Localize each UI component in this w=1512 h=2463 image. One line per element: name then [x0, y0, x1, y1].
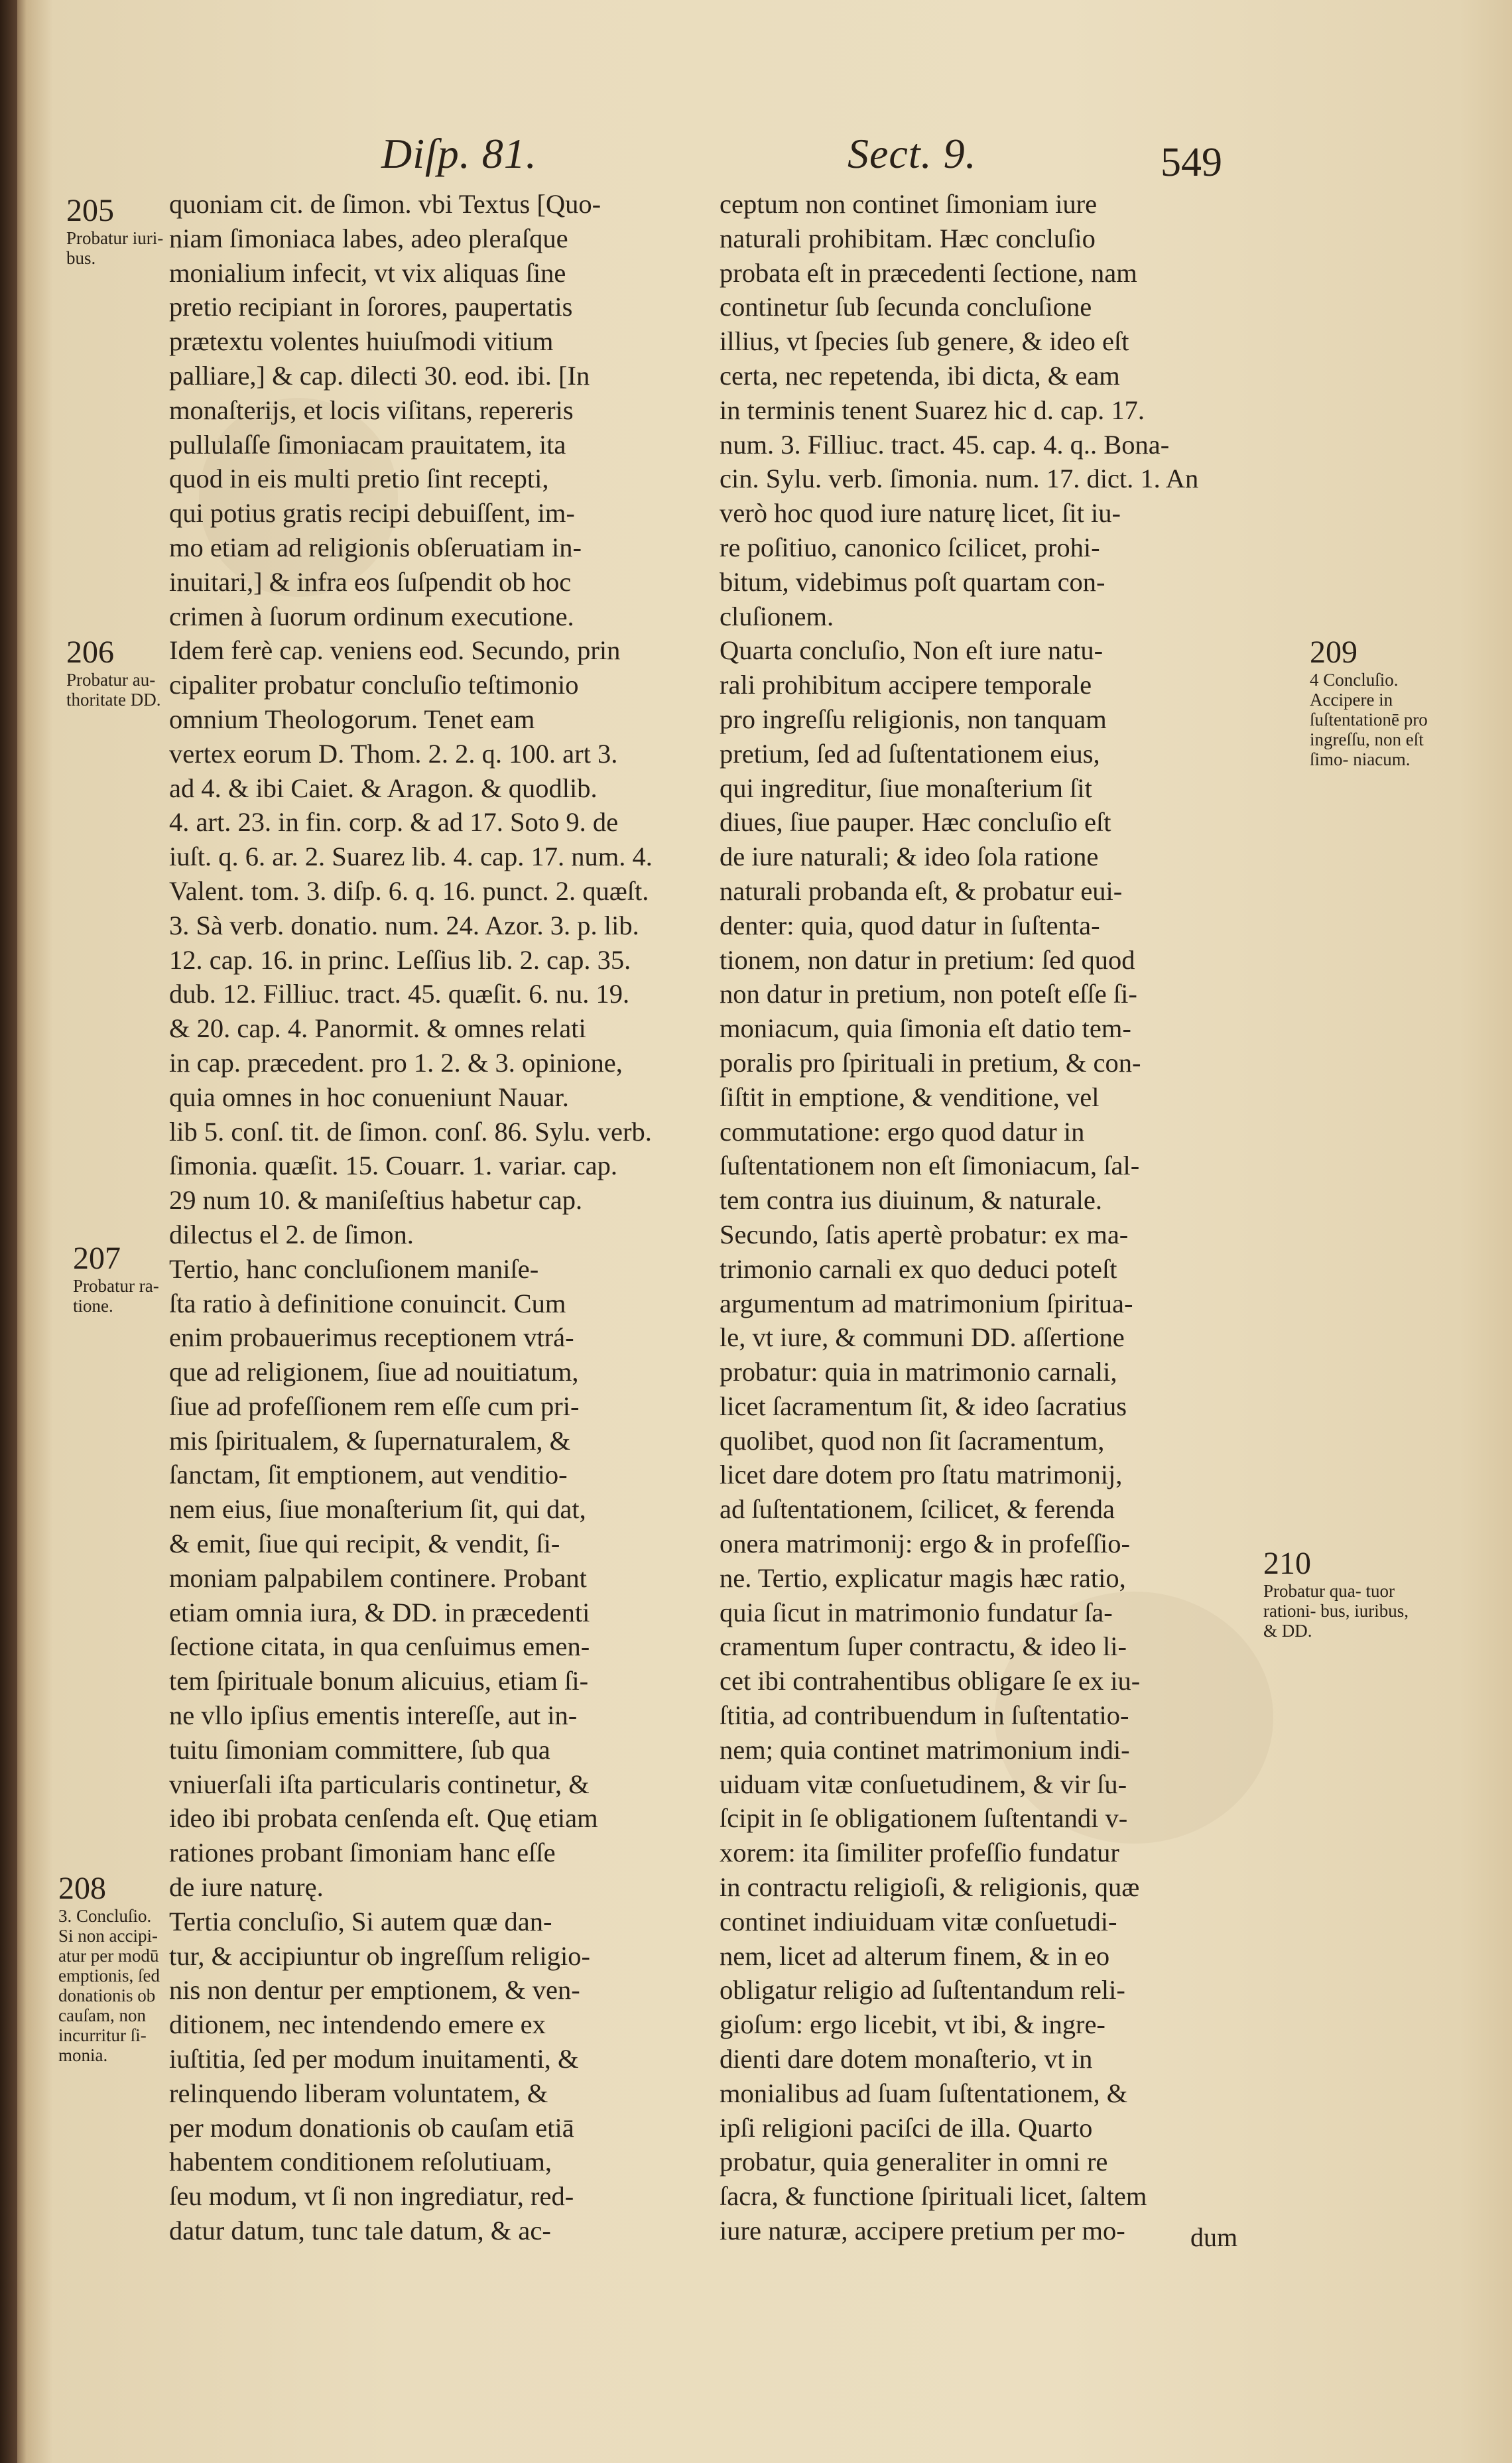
- margin-text: 4 Concluſio. Accipere in ſuſtentationē pro ingreſſu, non eſt ſimo- niacum.: [1310, 670, 1428, 769]
- text-line: ſta ratio à definitione conuincit. Cum: [169, 1288, 566, 1318]
- text-line: dub. 12. Filliuc. tract. 45. quæſit. 6. nu. 19.: [169, 979, 630, 1009]
- text-line: bitum, videbimus poſt quartam con-: [720, 566, 1105, 597]
- text-line: ſcipit in ſe obligationem ſuſtentandi v-: [720, 1803, 1128, 1834]
- text-line: le, vt iure, & communi DD. aſſertione: [720, 1322, 1125, 1353]
- text-line: per modum donationis ob cauſam etiā: [169, 2112, 574, 2143]
- text-line: niam ſimoniaca labes, adeo pleraſque: [169, 223, 568, 253]
- text-line: dilectus el 2. de ſimon.: [169, 1219, 414, 1249]
- text-line: non datur in pretium, non poteſt eſſe ſi-: [720, 979, 1137, 1009]
- text-line: probatur, quia generaliter in omni re: [720, 2147, 1108, 2177]
- text-line: Valent. tom. 3. diſp. 6. q. 16. punct. 2. quæſt.: [169, 875, 649, 906]
- margin-note-207: [73, 1241, 166, 1316]
- text-line: gioſum: ergo licebit, vt ibi, & ingre-: [720, 2009, 1105, 2040]
- text-line: iure naturæ, accipere pretium per mo-: [720, 2216, 1125, 2246]
- text-line: omnium Theologorum. Tenet eam: [169, 704, 535, 734]
- text-line: rali prohibitum accipere temporale: [720, 670, 1092, 700]
- text-line: monialibus ad ſuam ſuſtentationem, &: [720, 2078, 1128, 2108]
- text-line: ne vllo ipſius ementis intereſſe, aut in-: [169, 1700, 578, 1731]
- book-spine: [0, 0, 17, 2463]
- margin-text: Probatur ra- tione.: [73, 1276, 159, 1316]
- text-line: re poſitiuo, canonico ſcilicet, prohi-: [720, 532, 1100, 562]
- text-line: inuitari,] & infra eos ſuſpendit ob hoc: [169, 566, 572, 597]
- text-line: ad 4. & ibi Caiet. & Aragon. & quodlib.: [169, 773, 598, 803]
- text-line: ceptum non continet ſimoniam iure: [720, 189, 1098, 219]
- margin-number: 209: [1310, 635, 1357, 670]
- text-line: pro ingreſſu religionis, non tanquam: [720, 704, 1107, 734]
- text-line: obligatur religio ad ſuſtentandum reli-: [720, 1975, 1125, 2005]
- text-line: certa, nec repetenda, ibi dicta, & eam: [720, 360, 1120, 391]
- text-line: illius, vt ſpecies ſub genere, & ideo eſt: [720, 326, 1129, 357]
- text-line: habentem conditionem reſolutiuam,: [169, 2147, 552, 2177]
- left-text-column: [169, 187, 693, 2248]
- text-line: Secundo, ſatis apertè probatur: ex ma-: [720, 1219, 1129, 1249]
- text-line: ſeu modum, vt ſi non ingrediatur, red-: [169, 2181, 574, 2212]
- text-line: uiduam vitæ conſuetudinem, & vir ſu-: [720, 1769, 1127, 1799]
- margin-number: 205: [66, 193, 114, 228]
- text-line: poralis pro ſpirituali in pretium, & con-: [720, 1047, 1141, 1078]
- text-line: onera matrimonij: ergo & in profeſſio-: [720, 1529, 1130, 1559]
- text-line: in contractu religioſi, & religionis, quæ: [720, 1872, 1140, 1903]
- margin-number: 207: [73, 1241, 121, 1276]
- text-line: ſiue ad profeſſionem rem eſſe cum pri-: [169, 1391, 580, 1421]
- margin-text: Probatur iuri- bus.: [66, 228, 164, 268]
- text-line: ſectione citata, in qua cenſuimus emen-: [169, 1631, 590, 1662]
- text-line: nem, licet ad alterum finem, & in eo: [720, 1940, 1110, 1971]
- margin-note-205: [66, 194, 166, 268]
- text-line: pullulaſſe ſimoniacam prauitatem, ita: [169, 429, 566, 460]
- text-line: relinquendo liberam voluntatem, &: [169, 2078, 548, 2108]
- text-line: ad ſuſtentationem, ſcilicet, & ferenda: [720, 1494, 1115, 1525]
- text-line: tur, & accipiuntur ob ingreſſum religio-: [169, 1940, 590, 1971]
- text-line: ne. Tertio, explicatur magis hæc ratio,: [720, 1562, 1126, 1593]
- text-line: denter: quia, quod datur in ſuſtenta-: [720, 910, 1100, 940]
- margin-note-209: [1310, 635, 1442, 769]
- text-line: & emit, ſiue qui recipit, & vendit, ſi-: [169, 1529, 560, 1559]
- text-line: cluſionem.: [720, 601, 834, 631]
- text-line: prætextu volentes huiuſmodi vitium: [169, 326, 554, 357]
- text-line: monialium infecit, vt vix aliquas ſine: [169, 257, 566, 288]
- text-line: cet ibi contrahentibus obligare ſe ex iu-: [720, 1666, 1141, 1696]
- text-line: in cap. præcedent. pro 1. 2. & 3. opinione,: [169, 1047, 623, 1078]
- text-line: num. 3. Filliuc. tract. 45. cap. 4. q.. Bona-: [720, 429, 1170, 460]
- text-line: in terminis tenent Suarez hic d. cap. 17.: [720, 395, 1145, 425]
- text-line: quia omnes in hoc conueniunt Nauar.: [169, 1082, 569, 1112]
- catchword: dum: [1190, 2222, 1238, 2252]
- text-line: probatur: quia in matrimonio carnali,: [720, 1357, 1117, 1387]
- margin-number: 210: [1263, 1546, 1311, 1581]
- running-head-left: Diſp. 81.: [381, 130, 537, 177]
- margin-number: 206: [66, 635, 114, 670]
- text-line: ſtitia, ad contribuendum in ſuſtentatio-: [720, 1700, 1129, 1731]
- text-line: etiam omnia iura, & DD. in præcedenti: [169, 1597, 590, 1627]
- text-line: 4. art. 23. in fin. corp. & ad 17. Soto 9. de: [169, 807, 619, 838]
- right-text-column: [720, 187, 1250, 2248]
- text-line: Tertia concluſio, Si autem quæ dan-: [169, 1906, 552, 1936]
- text-line: continet indiuiduam vitæ conſuetudi-: [720, 1906, 1117, 1936]
- text-line: ſiſtit in emptione, & venditione, vel: [720, 1082, 1100, 1112]
- margin-note-206: [66, 635, 166, 710]
- margin-note-208: [58, 1871, 164, 2065]
- text-line: moniam palpabilem continere. Probant: [169, 1562, 587, 1593]
- text-line: ditionem, nec intendendo emere ex: [169, 2009, 546, 2040]
- text-line: tuitu ſimoniam committere, ſub qua: [169, 1734, 550, 1765]
- text-line: ideo ibi probata cenſenda eſt. Quę etiam: [169, 1803, 598, 1834]
- text-line: tem ſpirituale bonum alicuius, etiam ſi-: [169, 1666, 589, 1696]
- text-line: verò hoc quod iure naturę licet, ſit iu-: [720, 498, 1121, 529]
- margin-number: 208: [58, 1871, 106, 1906]
- text-line: crimen à ſuorum ordinum executione.: [169, 601, 574, 631]
- text-line: argumentum ad matrimonium ſpiritua-: [720, 1288, 1133, 1318]
- text-line: de iure naturę.: [169, 1872, 324, 1903]
- text-line: continetur ſub ſecunda concluſione: [720, 292, 1092, 322]
- text-line: probata eſt in præcedenti ſectione, nam: [720, 257, 1137, 288]
- text-line: mis ſpiritualem, & ſupernaturalem, &: [169, 1425, 571, 1456]
- text-line: ſuſtentationem non eſt ſimoniacum, ſal-: [720, 1151, 1140, 1181]
- text-line: & 20. cap. 4. Panormit. & omnes relati: [169, 1013, 586, 1044]
- text-line: cipaliter probatur concluſio teſtimonio: [169, 670, 579, 700]
- margin-text: Probatur qua- tuor rationi- bus, iuribus, & DD.: [1263, 1581, 1409, 1641]
- text-line: xorem: ita ſimiliter profeſſio fundatur: [720, 1838, 1119, 1868]
- text-line: 29 num 10. & maniſeſtius habetur cap.: [169, 1185, 583, 1216]
- text-line: ſacra, & functione ſpirituali licet, ſaltem: [720, 2181, 1147, 2212]
- text-line: quoniam cit. de ſimon. vbi Textus [Quo-: [169, 189, 601, 219]
- text-line: diues, ſiue pauper. Hæc concluſio eſt: [720, 807, 1111, 838]
- text-line: ipſi religioni paciſci de illa. Quarto: [720, 2112, 1093, 2143]
- text-line: rationes probant ſimoniam hanc eſſe: [169, 1838, 556, 1868]
- text-line: vertex eorum D. Thom. 2. 2. q. 100. art 3.: [169, 738, 618, 769]
- text-line: 3. Sà verb. donatio. num. 24. Azor. 3. p. lib.: [169, 910, 639, 940]
- text-line: Tertio, hanc concluſionem maniſe-: [169, 1253, 539, 1284]
- text-line: pretium, ſed ad ſuſtentationem eius,: [720, 738, 1100, 769]
- text-line: commutatione: ergo quod datur in: [720, 1116, 1085, 1147]
- text-line: iuſt. q. 6. ar. 2. Suarez lib. 4. cap. 17. num. 4.: [169, 842, 653, 872]
- text-line: palliare,] & cap. dilecti 30. eod. ibi. [In: [169, 360, 590, 391]
- text-line: quia ſicut in matrimonio fundatur ſa-: [720, 1597, 1113, 1627]
- running-head-right: Sect. 9.: [848, 130, 977, 177]
- text-line: nem; quia continet matrimonium indi-: [720, 1734, 1130, 1765]
- text-line: enim probauerimus receptionem vtrá-: [169, 1322, 574, 1353]
- margin-text: 3. Concluſio. Si non accipi- atur per modū emptionis, ſed donationis ob cauſam, non incurritur ſi- monia.: [58, 1906, 160, 2065]
- text-line: moniacum, quia ſimonia eſt datio tem-: [720, 1013, 1131, 1044]
- text-line: tem contra ius diuinum, & naturale.: [720, 1185, 1102, 1216]
- margin-text: Probatur au- thoritate DD.: [66, 670, 161, 710]
- text-line: quod in eis multi pretio ſint recepti,: [169, 464, 549, 494]
- text-line: Quarta concluſio, Non eſt iure natu-: [720, 635, 1103, 666]
- text-line: qui potius gratis recipi debuiſſent, im-: [169, 498, 575, 529]
- text-line: naturali prohibitam. Hæc concluſio: [720, 223, 1096, 253]
- text-line: ſimonia. quæſit. 15. Couarr. 1. variar. cap.: [169, 1151, 618, 1181]
- text-line: datur datum, tunc tale datum, & ac-: [169, 2216, 551, 2246]
- text-line: lib 5. conſ. tit. de ſimon. conſ. 86. Sylu. verb.: [169, 1116, 652, 1147]
- text-line: naturali probanda eſt, & probatur eui-: [720, 875, 1123, 906]
- text-line: iuſtitia, ſed per modum inuitamenti, &: [169, 2044, 579, 2074]
- text-line: vniuerſali iſta particularis continetur, &: [169, 1769, 590, 1799]
- text-line: trimonio carnali ex quo deduci poteſt: [720, 1253, 1117, 1284]
- text-line: pretio recipiant in ſorores, paupertatis: [169, 292, 573, 322]
- text-line: mo etiam ad religionis obſeruatiam in-: [169, 532, 582, 562]
- text-line: licet ſacramentum ſit, & ideo ſacratius: [720, 1391, 1127, 1421]
- text-line: qui ingreditur, ſiue monaſterium ſit: [720, 773, 1092, 803]
- text-line: monaſterijs, et locis viſitans, repereris: [169, 395, 574, 425]
- text-line: licet dare dotem pro ſtatu matrimonij,: [720, 1460, 1123, 1490]
- text-line: cin. Sylu. verb. ſimonia. num. 17. dict. 1. An: [720, 464, 1199, 494]
- text-line: ſanctam, ſit emptionem, aut venditio-: [169, 1460, 568, 1490]
- text-line: quolibet, quod non ſit ſacramentum,: [720, 1425, 1105, 1456]
- text-line: Idem ferè cap. veniens eod. Secundo, prin: [169, 635, 621, 666]
- text-line: tionem, non datur in pretium: ſed quod: [720, 944, 1135, 975]
- text-line: de iure naturali; & ideo ſola ratione: [720, 842, 1099, 872]
- text-line: nem eius, ſiue monaſterium ſit, qui dat,: [169, 1494, 586, 1525]
- page-number: 549: [1161, 140, 1222, 185]
- text-line: 12. cap. 16. in princ. Leſſius lib. 2. cap. 35.: [169, 944, 631, 975]
- text-line: dienti dare dotem monaſterio, vt in: [720, 2044, 1093, 2074]
- text-line: nis non dentur per emptionem, & ven-: [169, 1975, 580, 2005]
- margin-note-210: [1263, 1547, 1409, 1641]
- text-line: cramentum ſuper contractu, & ideo li-: [720, 1631, 1127, 1662]
- text-line: que ad religionem, ſiue ad nouitiatum,: [169, 1357, 579, 1387]
